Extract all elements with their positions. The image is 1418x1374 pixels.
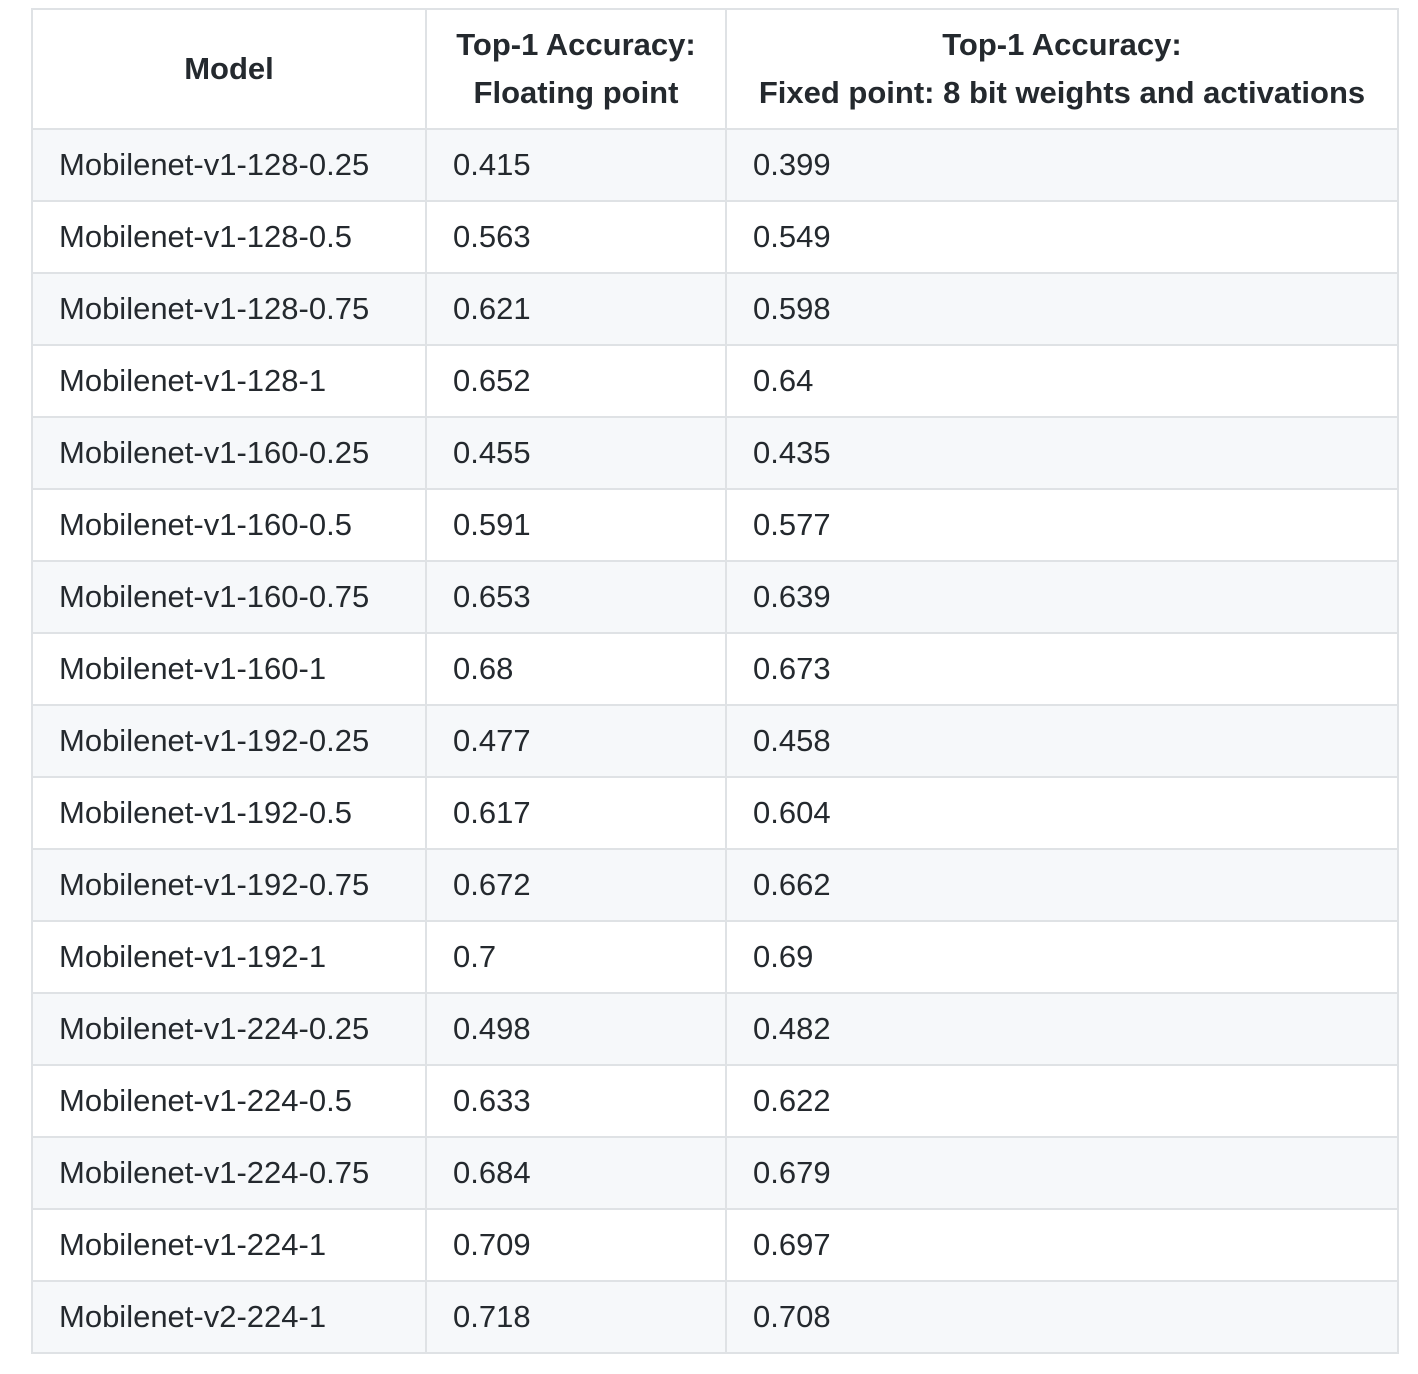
table-row — [32, 1065, 1398, 1137]
cell-model: Mobilenet-v1-192-0.5 — [32, 777, 426, 849]
cell-model: Mobilenet-v1-160-1 — [32, 633, 426, 705]
accuracy-table-container — [31, 8, 1397, 1354]
header-row — [32, 9, 1398, 129]
cell-model: Mobilenet-v1-224-0.5 — [32, 1065, 426, 1137]
table-row — [32, 921, 1398, 993]
cell-fixed-point: 0.697 — [726, 1209, 1398, 1281]
cell-fixed-point: 0.64 — [726, 345, 1398, 417]
table-row — [32, 201, 1398, 273]
table-row — [32, 561, 1398, 633]
cell-model: Mobilenet-v2-224-1 — [32, 1281, 426, 1353]
cell-floating-point: 0.7 — [426, 921, 726, 993]
cell-model: Mobilenet-v1-192-0.25 — [32, 705, 426, 777]
cell-model: Mobilenet-v1-128-0.75 — [32, 273, 426, 345]
cell-fixed-point: 0.435 — [726, 417, 1398, 489]
header-fixed-point-line1: Top-1 Accuracy: — [942, 27, 1182, 62]
cell-fixed-point: 0.679 — [726, 1137, 1398, 1209]
header-floating-point-line1: Top-1 Accuracy: — [456, 27, 696, 62]
table-row — [32, 777, 1398, 849]
cell-floating-point: 0.709 — [426, 1209, 726, 1281]
cell-floating-point: 0.684 — [426, 1137, 726, 1209]
cell-model: Mobilenet-v1-160-0.75 — [32, 561, 426, 633]
cell-fixed-point: 0.549 — [726, 201, 1398, 273]
cell-model: Mobilenet-v1-192-1 — [32, 921, 426, 993]
table-body — [32, 129, 1398, 1353]
cell-model: Mobilenet-v1-160-0.5 — [32, 489, 426, 561]
cell-model: Mobilenet-v1-224-0.75 — [32, 1137, 426, 1209]
table-row — [32, 273, 1398, 345]
cell-model: Mobilenet-v1-128-1 — [32, 345, 426, 417]
cell-model: Mobilenet-v1-224-0.25 — [32, 993, 426, 1065]
header-model-label: Model — [184, 51, 274, 86]
cell-model: Mobilenet-v1-192-0.75 — [32, 849, 426, 921]
cell-floating-point: 0.68 — [426, 633, 726, 705]
cell-floating-point: 0.617 — [426, 777, 726, 849]
cell-floating-point: 0.455 — [426, 417, 726, 489]
cell-fixed-point: 0.622 — [726, 1065, 1398, 1137]
header-floating-point — [426, 9, 726, 129]
cell-model: Mobilenet-v1-224-1 — [32, 1209, 426, 1281]
cell-floating-point: 0.415 — [426, 129, 726, 201]
cell-fixed-point: 0.399 — [726, 129, 1398, 201]
cell-fixed-point: 0.598 — [726, 273, 1398, 345]
header-floating-point-line2: Floating point — [473, 75, 679, 110]
cell-floating-point: 0.563 — [426, 201, 726, 273]
table-row — [32, 489, 1398, 561]
table-row — [32, 1137, 1398, 1209]
table-row — [32, 1209, 1398, 1281]
cell-floating-point: 0.718 — [426, 1281, 726, 1353]
table-row — [32, 129, 1398, 201]
cell-floating-point: 0.653 — [426, 561, 726, 633]
table-row — [32, 1281, 1398, 1353]
table-row — [32, 633, 1398, 705]
cell-fixed-point: 0.577 — [726, 489, 1398, 561]
cell-floating-point: 0.633 — [426, 1065, 726, 1137]
cell-model: Mobilenet-v1-128-0.5 — [32, 201, 426, 273]
header-model — [32, 9, 426, 129]
cell-fixed-point: 0.604 — [726, 777, 1398, 849]
table-row — [32, 705, 1398, 777]
cell-floating-point: 0.672 — [426, 849, 726, 921]
cell-model: Mobilenet-v1-128-0.25 — [32, 129, 426, 201]
table-row — [32, 849, 1398, 921]
cell-floating-point: 0.621 — [426, 273, 726, 345]
cell-fixed-point: 0.673 — [726, 633, 1398, 705]
table-row — [32, 993, 1398, 1065]
header-fixed-point-line2: Fixed point: 8 bit weights and activations — [758, 75, 1366, 110]
cell-floating-point: 0.498 — [426, 993, 726, 1065]
cell-fixed-point: 0.69 — [726, 921, 1398, 993]
table-row — [32, 345, 1398, 417]
cell-fixed-point: 0.708 — [726, 1281, 1398, 1353]
cell-floating-point: 0.652 — [426, 345, 726, 417]
cell-floating-point: 0.477 — [426, 705, 726, 777]
accuracy-table — [31, 8, 1399, 1354]
header-fixed-point — [726, 9, 1398, 129]
table-row — [32, 417, 1398, 489]
cell-fixed-point: 0.639 — [726, 561, 1398, 633]
table-header — [32, 9, 1398, 129]
cell-fixed-point: 0.458 — [726, 705, 1398, 777]
cell-fixed-point: 0.482 — [726, 993, 1398, 1065]
cell-floating-point: 0.591 — [426, 489, 726, 561]
cell-fixed-point: 0.662 — [726, 849, 1398, 921]
cell-model: Mobilenet-v1-160-0.25 — [32, 417, 426, 489]
